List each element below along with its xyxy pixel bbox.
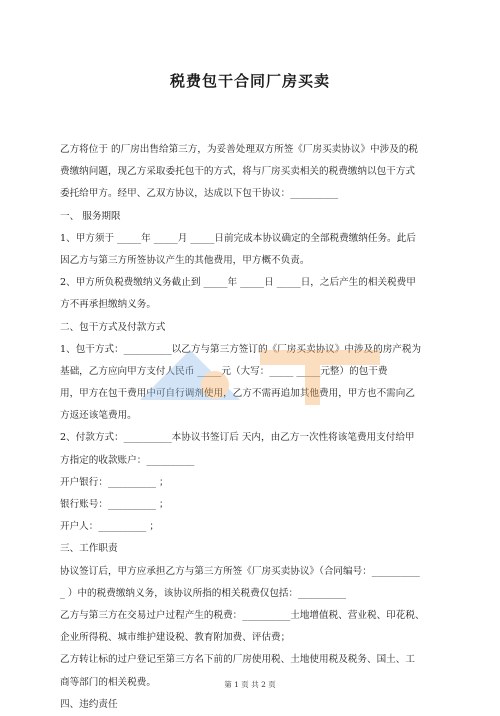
bank-name-line: 开户银行：__________ ；	[60, 476, 169, 488]
body-line: 1、甲方须于 _____年 _____月 _____日前完成本协议确定的全部税费缴纳任务。此后	[60, 232, 416, 244]
body-line: 基础，乙方应向甲方支付人民币 _____元（大写：_____ _____元整）的包干费	[60, 365, 388, 377]
body-line: 乙方转让标的过户登记至第三方名下前的厂房使用税、土地使用税及税务、国土、工	[60, 654, 415, 666]
body-line: 协议签订后，甲方应承担乙方与第三方所签《厂房买卖协议》（合同编号：__________	[60, 565, 420, 577]
body-line: _ ）中的税费缴纳义务，该协议所指的相关税费仅包括：__________	[60, 587, 347, 599]
body-line: 商等部门的相关税费。	[60, 676, 156, 688]
body-line: 乙方将位于 的厂房出售给第三方，为妥善处理双方所签《厂房买卖协议》中涉及的税	[60, 144, 419, 155]
body-line: 费缴纳问题，现乙方采取委托包干的方式，将与厂房买卖相关的税费缴纳以包干方式	[60, 166, 415, 178]
account-holder-line: 开户人：__________ ；	[60, 521, 159, 533]
section-heading-liability: 四、违约责任	[60, 698, 118, 710]
body-line: 乙方与第三方在交易过户过程产生的税费：__________土地增值税、营业税、印花税、	[60, 609, 425, 621]
body-line: 方不再承担缴纳义务。	[60, 299, 156, 311]
page-footer: 第 1 页 共 2 页	[224, 680, 276, 689]
document-body	[60, 139, 444, 716]
section-heading-duties: 三、工作职责	[60, 543, 118, 555]
section-heading-service-term: 一、 服务期限	[60, 210, 121, 222]
body-line: 2、付款方式：__________本协议书签订后 天内，由乙方一次性将该笔费用支付给甲	[60, 432, 415, 444]
body-line: 2、甲方所负税费缴纳义务截止到 _____年 _____日 _____日，之后产生的相关税费甲	[60, 277, 416, 289]
document-title: 税费包干合同厂房买卖	[169, 72, 330, 90]
body-line: 1、包干方式：__________以乙方与第三方签订的《厂房买卖协议》中涉及的房产税为	[60, 343, 422, 355]
bank-account-line: 银行账号：__________ ；	[60, 499, 169, 510]
body-line: 委托给甲方。经甲、乙双方协议，达成以下包干协议：__________	[60, 188, 339, 200]
body-line: 方指定的收款账户：__________	[60, 454, 195, 466]
body-line: 企业所得税、城市维护建设税、教育附加费、评估费；	[60, 632, 291, 644]
body-line: 因乙方与第三方所签协议产生的其他费用，甲方概不负责。	[60, 254, 310, 266]
body-line: 用，甲方在包干费用中可自行调剂使用，乙方不需再追加其他费用，甲方也不需向乙	[60, 388, 415, 400]
section-heading-payment: 二、包干方式及付款方式	[60, 321, 166, 333]
body-line: 方返还该笔费用。	[60, 410, 137, 422]
